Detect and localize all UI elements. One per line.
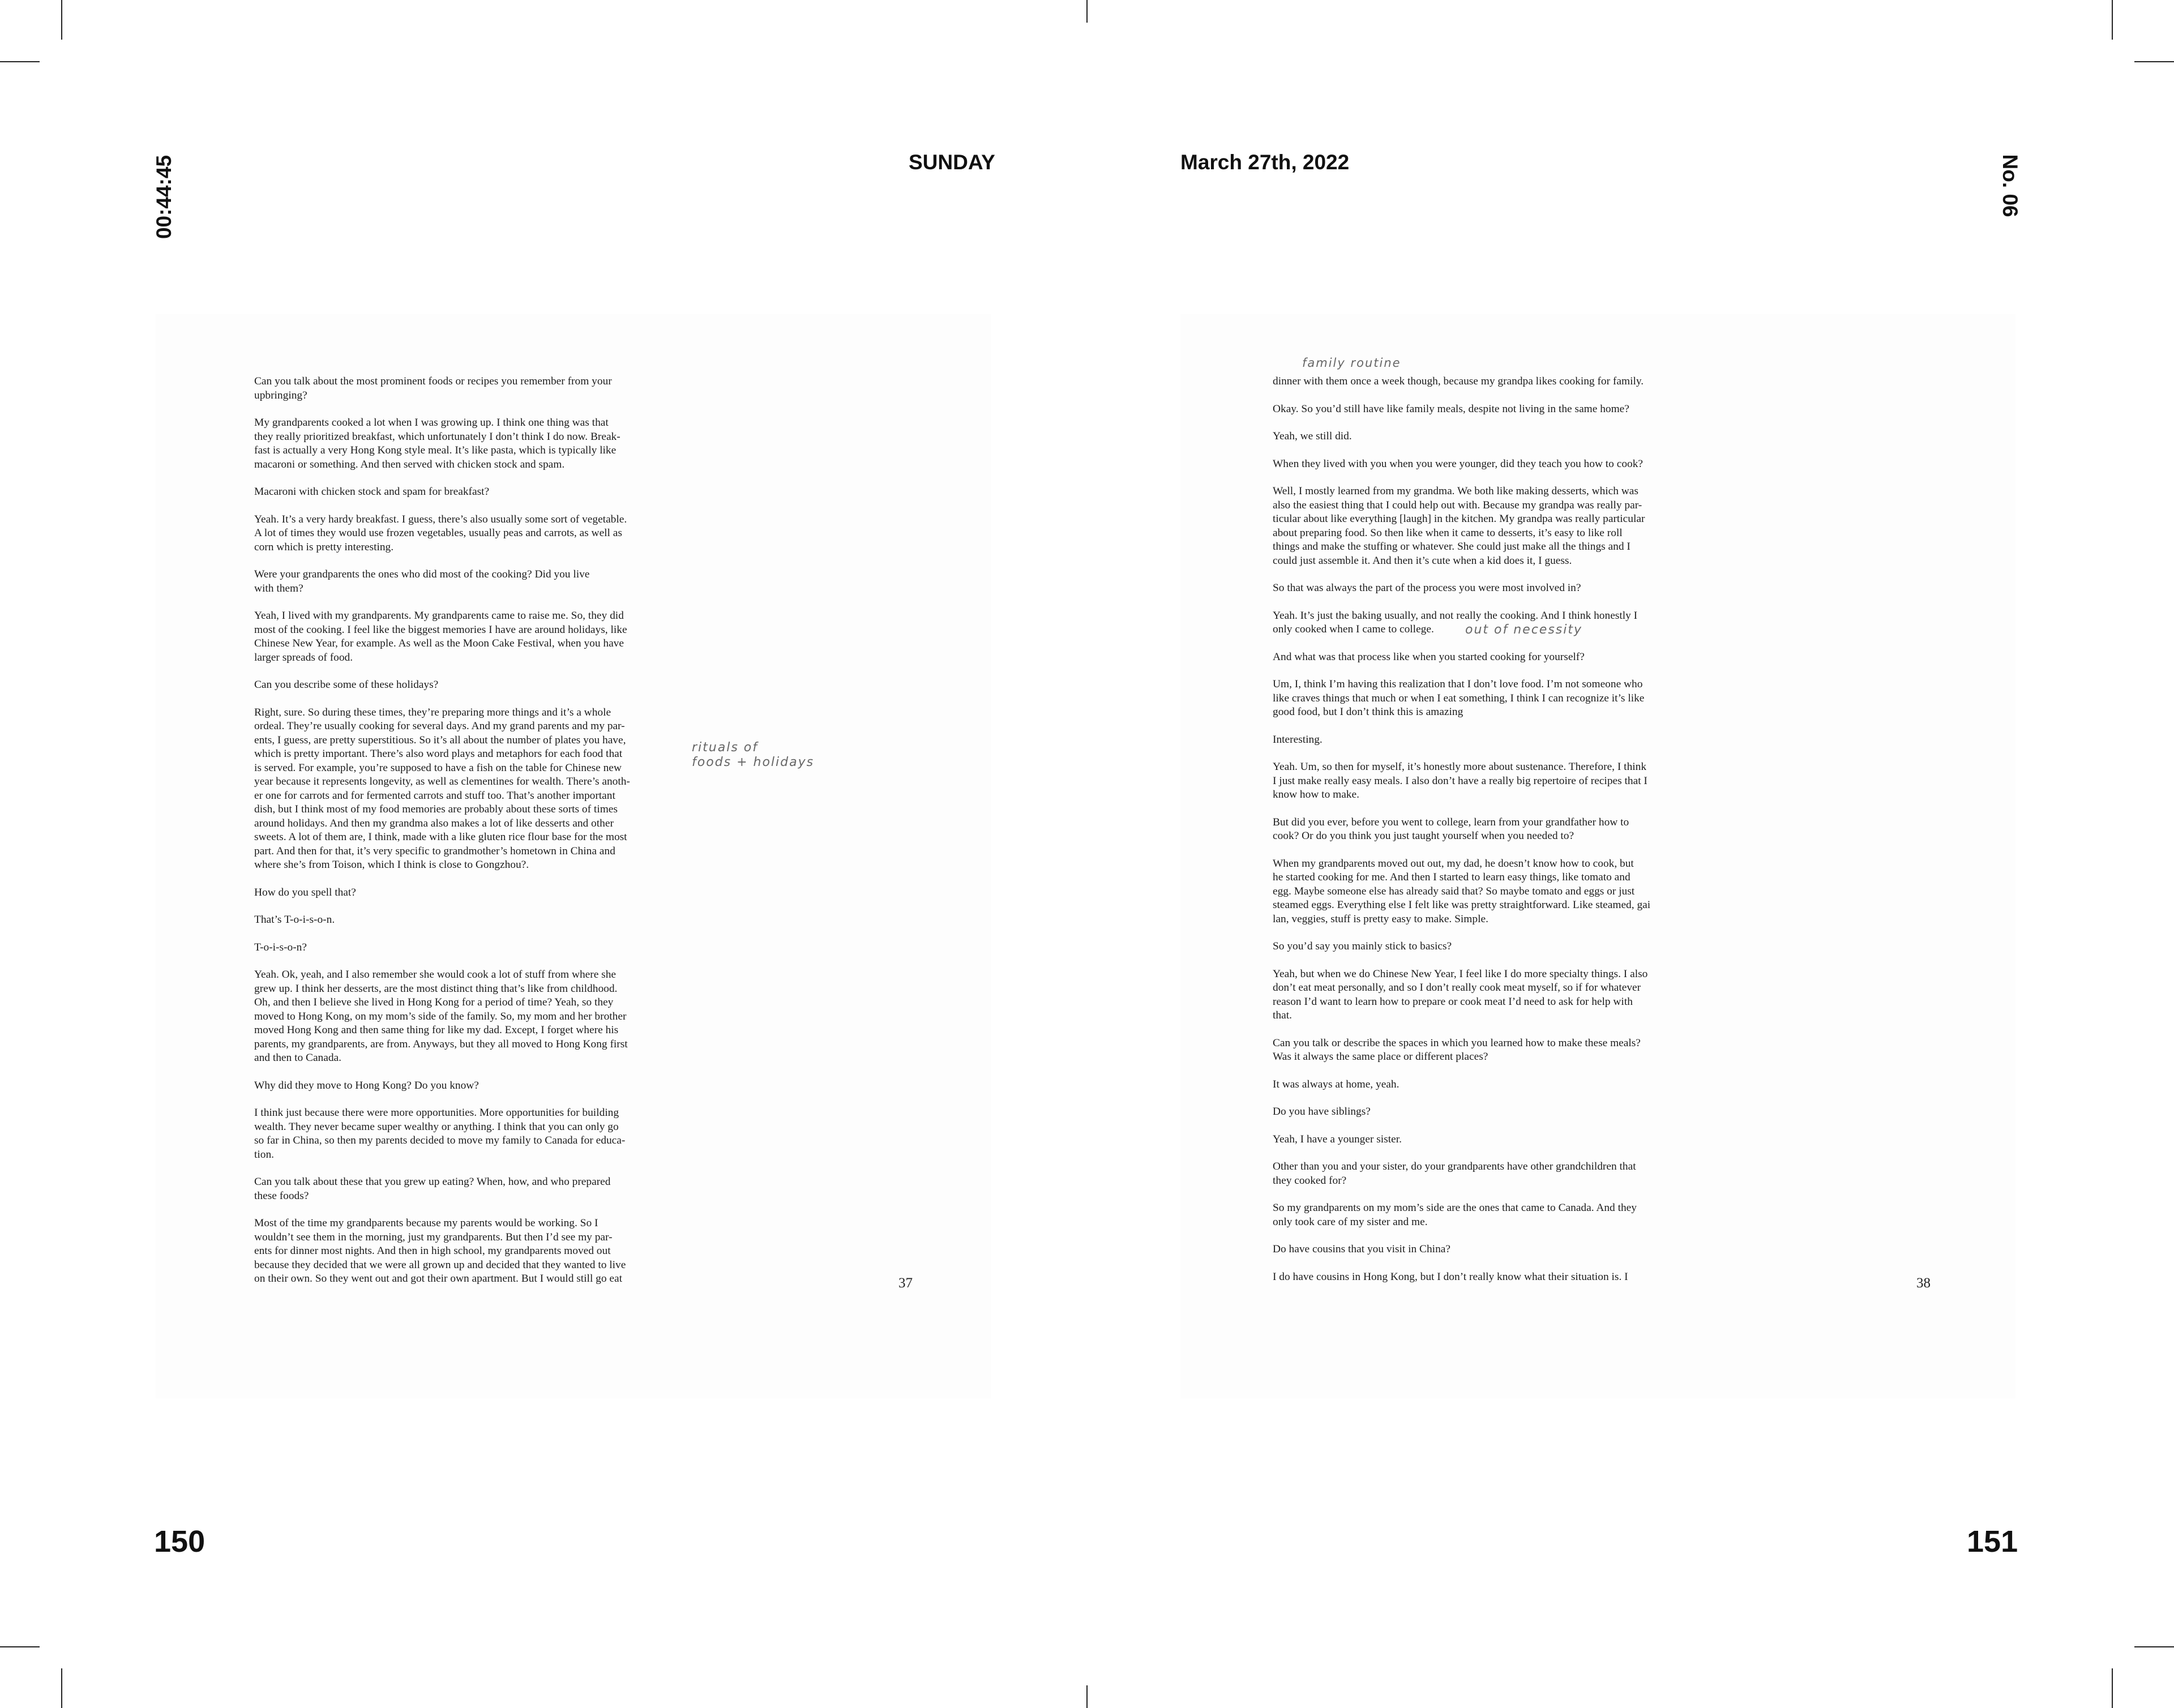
left-paragraph: Can you describe some of these holidays? xyxy=(254,679,439,691)
right-paragraph: Okay. So you’d still have like family meals, despite not living in the same home? xyxy=(1273,403,1629,415)
left-paragraph: Were your grandparents the ones who did most of the cooking? Did you live with them? xyxy=(254,568,590,594)
crop-mark xyxy=(1086,1685,1088,1708)
right-paragraph: But did you ever, before you went to college, learn from your grandfather how to cook? Or do you think you just taught yourself when you needed to? xyxy=(1273,816,1629,842)
date-label: March 27th, 2022 xyxy=(1180,151,1350,174)
left-paragraph: T-o-i-s-o-n? xyxy=(254,941,307,953)
right-paragraph: So that was always the part of the process you were most involved in? xyxy=(1273,582,1581,594)
crop-mark xyxy=(61,1668,62,1708)
issue-number: No. 06 xyxy=(1998,154,2022,217)
right-paragraph: Um, I, think I’m having this realization that I don’t love food. I’m not someone who like craves things that much or when I eat something, I think I can recognize it’s like good food, but I don’t think this is amazing xyxy=(1273,678,1645,718)
handwritten-note: family routine xyxy=(1302,356,1401,370)
left-paragraph: Yeah. Ok, yeah, and I also remember she would cook a lot of stuff from where she grew up. I think her desserts, are the most distinct thing that’s like from childhood. Oh, and then I believe she lived in Hong Kong for a period of time? Yeah, so they moved to Hong Kong, on my mom’s side of the family. So, my mom and her brother moved Hong Kong and then same thing for like my dad. Except, I forget where his parents, my grandparents, are from. Anyways, but they all moved to Hong Kong first and then to Canada. xyxy=(254,969,628,1064)
right-page-transcript xyxy=(1273,375,1748,1298)
right-paragraph: When they lived with you when you were younger, did they teach you how to cook? xyxy=(1273,457,1644,470)
right-paragraph: And what was that process like when you started cooking for yourself? xyxy=(1273,650,1585,663)
crop-mark xyxy=(2134,61,2174,62)
handwritten-note: out of necessity xyxy=(1465,623,1583,637)
crop-mark xyxy=(2112,0,2113,40)
right-paragraph: Yeah. Um, so then for myself, it’s honestly more about sustenance. Therefore, I think I just make really easy meals. I also don’t have a really big repertoire of recipes that I know how to make. xyxy=(1273,761,1647,801)
right-paragraph: It was always at home, yeah. xyxy=(1273,1078,1400,1090)
right-paragraph: Yeah, we still did. xyxy=(1273,430,1352,442)
crop-mark xyxy=(1086,0,1088,23)
right-paragraph: Well, I mostly learned from my grandma. We both like making desserts, which was also the easiest thing that I could help out with. Because my grandpa was really par- ticular about like everything [laugh] in the kitchen. My grandpa was really particular about preparing food. So then like when it came to desserts, it’s easy to like roll things and make the stuffing or whatever. She could just make all the things and I could just assemble it. And then it’s cute when a kid does it, I guess. xyxy=(1273,485,1645,567)
left-paragraph: How do you spell that? xyxy=(254,886,356,898)
right-paragraph: Do have cousins that you visit in China? xyxy=(1273,1243,1450,1255)
crop-mark xyxy=(2134,1646,2174,1647)
crop-mark xyxy=(0,1646,40,1647)
right-paragraph: dinner with them once a week though, because my grandpa likes cooking for family. xyxy=(1273,375,1644,387)
left-page-transcript xyxy=(254,375,718,1300)
right-paragraph: Do you have siblings? xyxy=(1273,1106,1371,1118)
folio-right: 151 xyxy=(1967,1525,2018,1559)
right-paragraph: When my grandparents moved out out, my dad, he doesn’t know how to cook, but he started cooking for me. And then I started to learn easy things, like tomato and egg. Maybe someone else has already said that? So maybe tomato and eggs or just steamed eggs. Everything else I felt like was pretty straightforward. Like steamed, gai lan, veggies, stuff is pretty easy to make. Simple. xyxy=(1273,857,1651,925)
right-paragraph: I do have cousins in Hong Kong, but I don’t really know what their situation is. I xyxy=(1273,1270,1628,1283)
right-page-number: 38 xyxy=(1916,1275,1931,1291)
right-paragraph: So you’d say you mainly stick to basics? xyxy=(1273,940,1452,952)
left-paragraph: That’s T-o-i-s-o-n. xyxy=(254,914,335,926)
timestamp: 00:44:45 xyxy=(152,155,176,239)
left-page-number: 37 xyxy=(898,1275,913,1291)
right-paragraph: Yeah, I have a younger sister. xyxy=(1273,1133,1402,1145)
crop-mark xyxy=(0,61,40,62)
left-paragraph: Right, sure. So during these times, they’re preparing more things and it’s a whole ordeal. They’re usually cooking for several days. And my grand parents and my par- ents, I guess, are pretty superstitious. So it’s all about the number of plates you have, which is pretty important. There’s also word plays and metaphors for each food that is served. For example, you’re supposed to have a fish on the table for Chinese new year because it represents longevity, as well as clementines for wealth. There’s anoth- er one for carrots and for fermented carrots and stuff too. That’s another important dish, but I think most of my food memories are probably about these sorts of times around holidays. And then my grandma also makes a lot of like desserts and other sweets. A lot of them are, I think, made with a like gluten rice flour base for the most part. And then for that, it’s very specific to grandmother’s hometown in China and where she’s from Toison, which I think is close to Gongzhou?. xyxy=(254,706,630,871)
crop-mark xyxy=(61,0,62,40)
left-paragraph: I think just because there were more opportunities. More opportunities for building wealth. They never became super wealthy or anything. I think that you can only go so far in China, so then my parents decided to move my family to Canada for educa- tion. xyxy=(254,1107,626,1161)
left-paragraph: Can you talk about these that you grew up eating? When, how, and who prepared these foods? xyxy=(254,1176,611,1202)
right-paragraph: Can you talk or describe the spaces in which you learned how to make these meals? Was it always the same place or different places? xyxy=(1273,1037,1641,1063)
day-label: SUNDAY xyxy=(909,151,995,174)
left-paragraph: Yeah, I lived with my grandparents. My grandparents came to raise me. So, they did most of the cooking. I feel like the biggest memories I have are around holidays, like Chinese New Year, for example. As well as the Moon Cake Festival, when you have larger spreads of food. xyxy=(254,610,627,663)
crop-mark xyxy=(2112,1668,2113,1708)
left-paragraph: Can you talk about the most prominent foods or recipes you remember from your upbringing? xyxy=(254,375,612,401)
right-paragraph: Other than you and your sister, do your grandparents have other grandchildren that they cooked for? xyxy=(1273,1161,1636,1187)
margin-note: rituals of foods + holidays xyxy=(692,740,815,769)
left-paragraph: My grandparents cooked a lot when I was growing up. I think one thing was that they really prioritized breakfast, which unfortunately I don’t think I do now. Break- fast is actually a very Hong Kong style meal. It’s like pasta, which is typically like macaroni or something. And then served with chicken stock and spam. xyxy=(254,417,620,470)
left-paragraph: Why did they move to Hong Kong? Do you know? xyxy=(254,1079,479,1091)
right-paragraph: Yeah, but when we do Chinese New Year, I feel like I do more specialty things. I also don’t eat meat personally, and so I don’t really cook meat myself, so if for whatever reason I’d want to learn how to prepare or cook meat I’d need to ask for help with that. xyxy=(1273,968,1648,1021)
left-paragraph: Most of the time my grandparents because my parents would be working. So I wouldn’t see them in the morning, just my grandparents. But then I’d see my par- ents for dinner most nights. And then in high school, my grandparents moved out because they decided that we were all grown up and decided that they wanted to live on their own. So they went out and got their own apartment. But I would still go eat xyxy=(254,1217,626,1285)
left-paragraph: Yeah. It’s a very hardy breakfast. I guess, there’s also usually some sort of vegetable. A lot of times they would use frozen vegetables, usually peas and carrots, as well as corn which is pretty interesting. xyxy=(254,513,627,553)
right-paragraph: Interesting. xyxy=(1273,733,1323,746)
right-paragraph: So my grandparents on my mom’s side are the ones that came to Canada. And they only took care of my sister and me. xyxy=(1273,1202,1637,1228)
folio-left: 150 xyxy=(154,1525,206,1559)
right-paragraph: Yeah. It’s just the baking usually, and not really the cooking. And I think honestly I only cooked when I came to college. xyxy=(1273,609,1638,635)
left-paragraph: Macaroni with chicken stock and spam for breakfast? xyxy=(254,486,490,498)
